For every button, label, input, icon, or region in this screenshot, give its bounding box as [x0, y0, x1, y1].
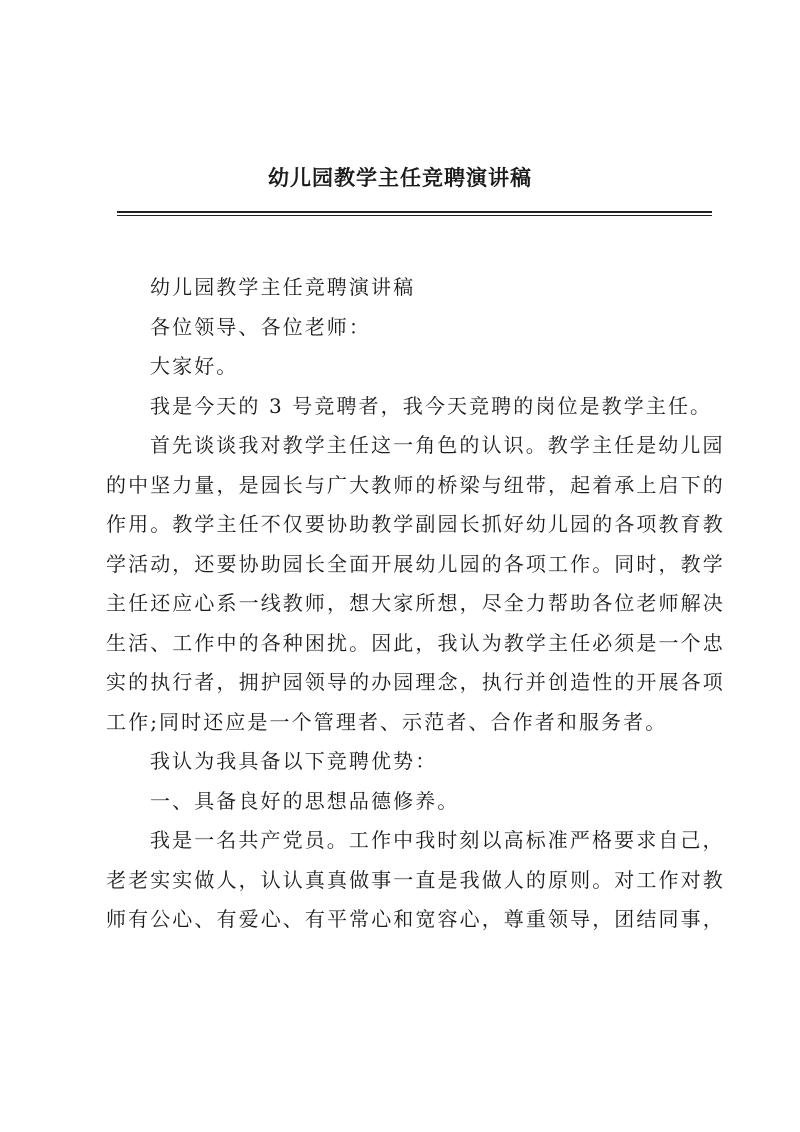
- paragraph-line: 学活动，还要协助园长全面开展幼儿园的各项工作。同时，教学: [106, 551, 725, 576]
- paragraph: [106, 821, 725, 940]
- header-divider-thick: [117, 211, 712, 213]
- paragraph: [106, 308, 714, 348]
- paragraph: [106, 347, 714, 387]
- paragraph-line: 生活、工作中的各种困扰。因此，我认为教学主任必须是一个忠: [106, 630, 725, 655]
- paragraph-line: 一、具备良好的思想品德修养。: [150, 788, 460, 813]
- paragraph: [106, 268, 714, 308]
- header-divider-thin: [117, 215, 712, 216]
- paragraph-line: 的中坚力量，是园长与广大教师的桥梁与纽带，起着承上启下的: [106, 472, 725, 497]
- paragraph-line: 我是今天的 3 号竞聘者，我今天竞聘的岗位是教学主任。: [150, 393, 713, 418]
- paragraph-line: 我认为我具备以下竞聘优势：: [150, 749, 438, 773]
- paragraph-line: 师有公心、有爱心、有平常心和宽容心，尊重领导，团结同事，: [106, 907, 725, 931]
- document-header-title: 幼儿园教学主任竞聘演讲稿: [268, 165, 532, 190]
- paragraph-line: 作用。教学主任不仅要协助教学副园长抓好幼儿园的各项教育教: [106, 512, 725, 536]
- paragraph-line: 各位领导、各位老师：: [150, 314, 371, 339]
- paragraph-line: 幼儿园教学主任竞聘演讲稿: [150, 275, 416, 299]
- paragraph: [106, 782, 714, 822]
- paragraph-line: 主任还应心系一线教师，想大家所想，尽全力帮助各位老师解决: [106, 591, 725, 615]
- paragraph-line: 大家好。: [150, 354, 239, 378]
- paragraph-line: 老老实实做人，认认真真做事一直是我做人的原则。对工作对教: [106, 867, 725, 892]
- paragraph: [106, 387, 714, 427]
- paragraph: [106, 742, 714, 782]
- document-body: [106, 268, 725, 940]
- paragraph-line: 工作;同时还应是一个管理者、示范者、合作者和服务者。: [106, 709, 668, 734]
- paragraph-line: 首先谈谈我对教学主任这一角色的认识。教学主任是幼儿园: [150, 433, 725, 457]
- paragraph: [106, 426, 725, 742]
- paragraph-line: 实的执行者，拥护园领导的办园理念，执行并创造性的开展各项: [106, 670, 725, 694]
- paragraph-line: 我是一名共产党员。工作中我时刻以高标准严格要求自己，: [150, 828, 725, 852]
